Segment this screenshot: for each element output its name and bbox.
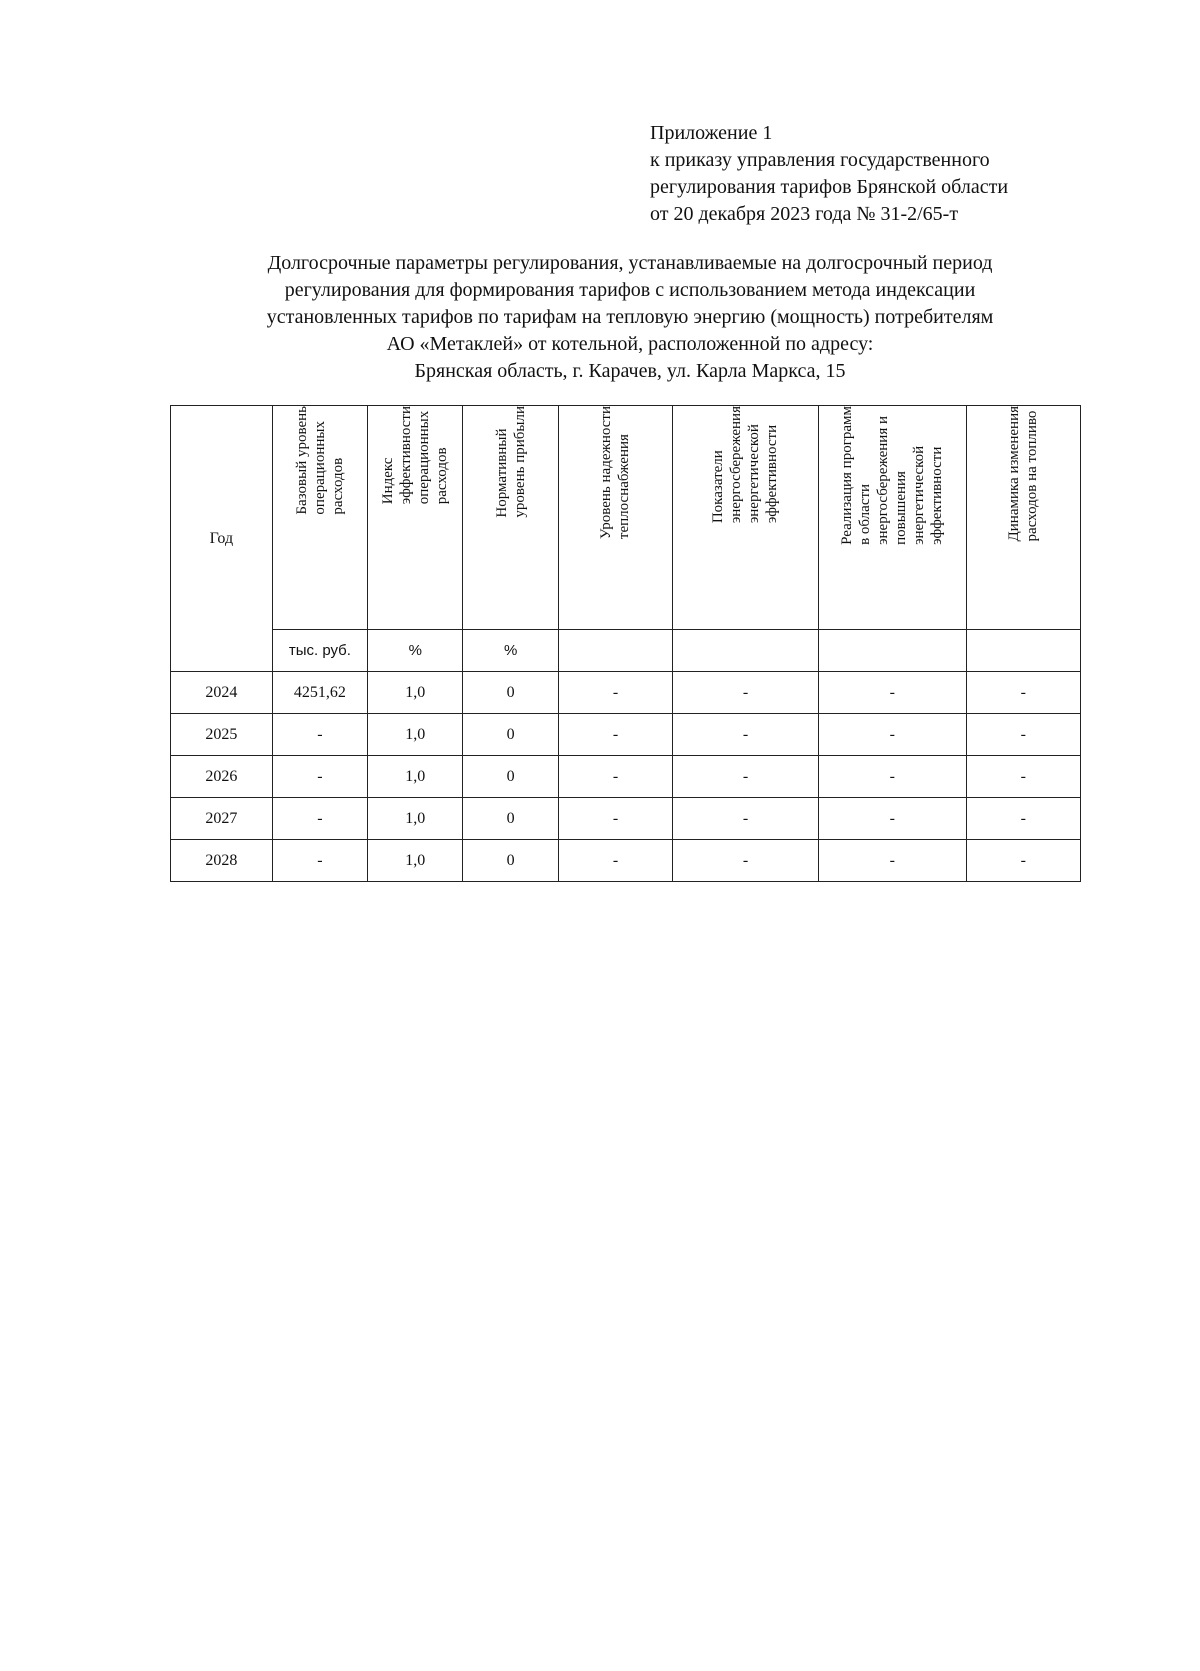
title-line: Долгосрочные параметры регулирования, устанавливаемые на долгосрочный период: [267, 252, 993, 274]
value-cell: -: [673, 840, 819, 882]
title-line: АО «Метаклей» от котельной, расположенной по адресу:: [386, 333, 874, 355]
year-cell: 2026: [171, 756, 273, 798]
table-header-row: [171, 406, 1081, 630]
column-header-line: энергетической: [746, 424, 763, 524]
column-unit: %: [463, 630, 558, 672]
column-unit: [966, 630, 1080, 672]
year-cell: 2028: [171, 840, 273, 882]
title-line: Брянская область, г. Карачев, ул. Карла Маркса, 15: [414, 360, 846, 382]
column-header-line: расходов: [434, 447, 451, 505]
column-header-text: [293, 406, 347, 521]
value-cell: -: [966, 714, 1080, 756]
column-header-line: энергосбережения и: [875, 415, 892, 545]
value-cell: 0: [463, 756, 558, 798]
column-header-text: [1005, 406, 1041, 547]
value-cell: 1,0: [368, 672, 463, 714]
column-unit: %: [368, 630, 463, 672]
column-header-year: Год: [171, 406, 273, 672]
column-header-wrap: [559, 406, 672, 629]
column-header: [463, 406, 558, 630]
value-cell: 1,0: [368, 756, 463, 798]
value-cell: -: [673, 714, 819, 756]
appendix-line: от 20 декабря 2023 года № 31-2/65-т: [650, 203, 959, 225]
column-unit: [673, 630, 819, 672]
column-header: [558, 406, 672, 630]
value-cell: 1,0: [368, 798, 463, 840]
value-cell: -: [673, 798, 819, 840]
value-cell: 1,0: [368, 714, 463, 756]
value-cell: 0: [463, 714, 558, 756]
value-cell: -: [966, 672, 1080, 714]
column-header-line: Показатели: [710, 450, 727, 524]
value-cell: -: [818, 672, 966, 714]
column-header-line: Индекс: [380, 457, 397, 505]
column-header-line: Уровень надежности: [598, 406, 615, 540]
title-line: установленных тарифов по тарифам на тепловую энергию (мощность) потребителям: [266, 306, 994, 328]
table-row: [171, 672, 1081, 714]
column-header-line: теплоснабжения: [616, 434, 633, 540]
column-header-line: Реализация программ: [839, 406, 856, 545]
parameters-table: [170, 405, 1081, 882]
column-header-text: [379, 406, 451, 510]
value-cell: -: [558, 756, 672, 798]
column-header-wrap: [967, 406, 1080, 629]
appendix-line: регулирования тарифов Брянской области: [650, 176, 1009, 198]
column-header-text: [838, 406, 946, 551]
value-cell: -: [558, 840, 672, 882]
appendix-reference: [650, 120, 1008, 228]
column-header-line: эффективности: [398, 406, 415, 505]
column-header-line: эффективности: [929, 446, 946, 545]
column-header: [673, 406, 819, 630]
column-header-line: эффективности: [764, 424, 781, 524]
table-row: [171, 798, 1081, 840]
column-header-wrap: [819, 406, 966, 629]
column-header-wrap: [273, 406, 367, 629]
column-header: [966, 406, 1080, 630]
value-cell: -: [558, 714, 672, 756]
year-cell: 2024: [171, 672, 273, 714]
year-cell: 2027: [171, 798, 273, 840]
column-header: [818, 406, 966, 630]
column-header: [272, 406, 367, 630]
value-cell: 0: [463, 840, 558, 882]
value-cell: -: [558, 798, 672, 840]
column-header-line: повышения: [893, 471, 910, 545]
value-cell: -: [272, 714, 367, 756]
column-header-line: операционных: [311, 421, 328, 515]
value-cell: -: [966, 756, 1080, 798]
column-header-line: уровень прибыли: [511, 406, 528, 518]
value-cell: -: [272, 798, 367, 840]
value-cell: -: [818, 756, 966, 798]
table-units-row: [171, 630, 1081, 672]
column-header-wrap: [673, 406, 818, 629]
value-cell: 1,0: [368, 840, 463, 882]
column-header-line: Динамика изменения: [1006, 406, 1023, 542]
value-cell: 0: [463, 672, 558, 714]
column-header-line: Базовый уровень: [293, 406, 310, 515]
table-row: [171, 840, 1081, 882]
appendix-line: к приказу управления государственного: [650, 149, 990, 171]
value-cell: -: [966, 798, 1080, 840]
column-header-line: операционных: [416, 410, 433, 505]
value-cell: 4251,62: [272, 672, 367, 714]
value-cell: -: [966, 840, 1080, 882]
document-title: [160, 250, 1100, 385]
column-unit: тыс. руб.: [272, 630, 367, 672]
column-header-text: [597, 406, 633, 545]
value-cell: -: [272, 756, 367, 798]
table-row: [171, 714, 1081, 756]
column-unit: [818, 630, 966, 672]
column-header-wrap: [368, 406, 462, 629]
column-header-line: энергетической: [911, 445, 928, 545]
title-line: регулирования для формирования тарифов с использованием метода индексации: [284, 279, 976, 301]
column-header-wrap: [463, 406, 557, 629]
column-header-line: энергосбережения: [728, 406, 745, 524]
appendix-line: Приложение 1: [650, 122, 773, 144]
value-cell: -: [673, 672, 819, 714]
value-cell: -: [673, 756, 819, 798]
value-cell: -: [272, 840, 367, 882]
column-header-text: [709, 406, 781, 529]
column-header-line: Нормативный: [493, 428, 510, 518]
value-cell: -: [818, 798, 966, 840]
value-cell: 0: [463, 798, 558, 840]
year-cell: 2025: [171, 714, 273, 756]
value-cell: -: [558, 672, 672, 714]
column-header-text: [493, 406, 529, 524]
value-cell: -: [818, 714, 966, 756]
column-header: [368, 406, 463, 630]
column-header-line: расходов на топливо: [1024, 410, 1041, 542]
value-cell: -: [818, 840, 966, 882]
column-unit: [558, 630, 672, 672]
column-header-line: в области: [857, 483, 874, 545]
column-header-line: расходов: [329, 457, 346, 515]
table-row: [171, 756, 1081, 798]
